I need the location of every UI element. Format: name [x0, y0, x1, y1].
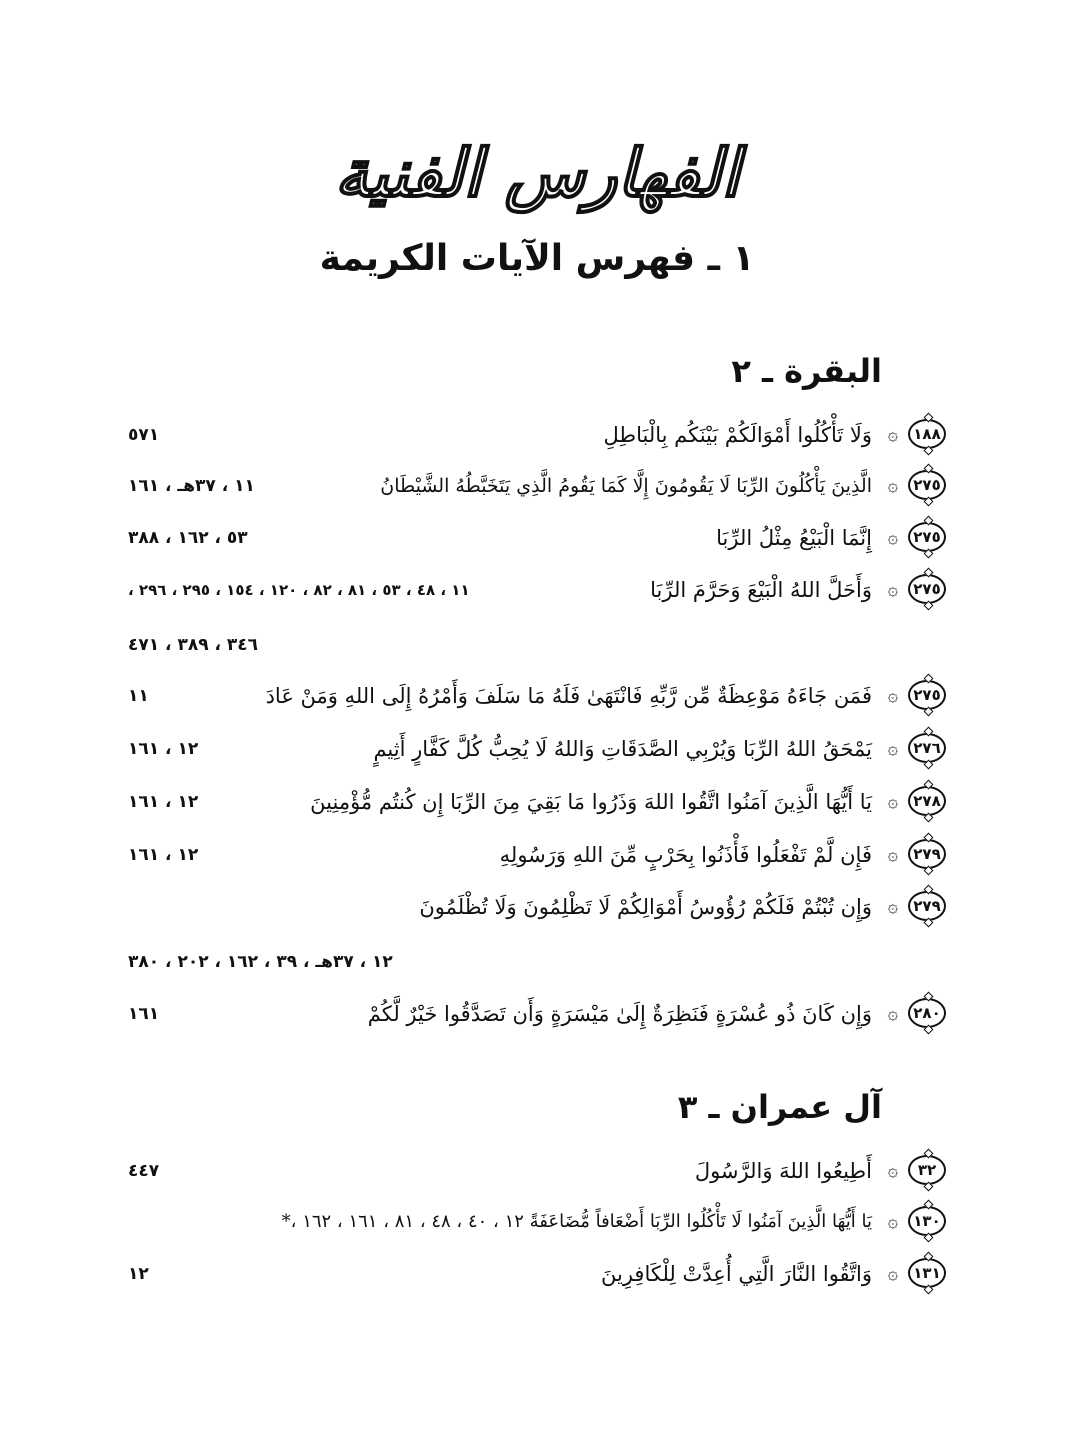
ornament-icon: ۞: [887, 791, 898, 812]
ornament-icon: ۞: [887, 1263, 898, 1284]
index-entry: [128, 1204, 946, 1244]
ayah-number-badge: ٢٧٥: [908, 574, 946, 604]
ornament-icon: ۞: [887, 1211, 898, 1232]
verse-text: فَإِن لَّمْ تَفْعَلُوا فَأْذَنُوا بِحَرْبٍ مِّنَ اللهِ وَرَسُولِهِ: [499, 843, 872, 867]
verse-text: أَطِيعُوا اللهَ وَالرَّسُولَ: [694, 1159, 872, 1183]
index-entry: [128, 837, 946, 877]
index-entry: [128, 417, 946, 457]
page-references-continued: ٣٤٦ ، ٣٨٩ ، ٤٧١: [128, 635, 259, 655]
index-entry: [128, 678, 946, 718]
verse-text: يَا أَيُّهَا الَّذِينَ آمَنُوا اتَّقُوا اللهَ وَذَرُوا مَا بَقِيَ مِنَ الرِّبَا إِن كُنتُم مُّؤْمِنِينَ: [310, 790, 872, 814]
page-references: ٤٤٧: [128, 1161, 160, 1181]
page-references: ١١: [128, 686, 149, 706]
ornament-icon: ۞: [887, 896, 898, 917]
index-entry: [128, 731, 946, 771]
page-references: ١٢ ، ١٦١: [128, 792, 199, 812]
verse-text: وَأَحَلَّ اللهُ الْبَيْعَ وَحَرَّمَ الرِّبَا: [650, 578, 872, 602]
ornament-icon: ۞: [887, 475, 898, 496]
page-references: ١٦١: [128, 1004, 160, 1024]
verse-text: وَاتَّقُوا النَّارَ الَّتِي أُعِدَّتْ لِلْكَافِرِينَ: [601, 1262, 872, 1286]
index-entry: [128, 996, 946, 1036]
ayah-number-badge: ٢٧٥: [908, 470, 946, 500]
page-references: ١١ ، ٤٨ ، ٥٣ ، ٨١ ، ٨٢ ، ١٢٠ ، ١٥٤ ، ٢٩٥ ، ٢٩٦ ،: [128, 581, 470, 599]
ayah-number-badge: ٢٧٩: [908, 839, 946, 869]
ayah-number-badge: ٢٧٨: [908, 786, 946, 816]
ornament-icon: ۞: [887, 527, 898, 548]
verse-text: الَّذِينَ يَأْكُلُونَ الرِّبَا لَا يَقُومُونَ إِلَّا كَمَا يَقُومُ الَّذِي يَتَخَبَّطُهُ الشَّيْطَانُ: [380, 475, 872, 497]
index-entry: [128, 1153, 946, 1193]
verse-text: يَا أَيُّهَا الَّذِينَ آمَنُوا لَا تَأْكُلُوا الرِّبَا أَضْعَافاً مُّضَاعَفَةً ١٢ ، ٤٠ ، ٤٨ ، ٨١ ، ١٦١ ، ١٦٢ ،*: [281, 1211, 872, 1232]
ornament-icon: ۞: [887, 1160, 898, 1181]
ayah-number-badge: ٢٧٦: [908, 733, 946, 763]
ornament-icon: ۞: [887, 579, 898, 600]
page-references: ١٢: [128, 1264, 149, 1284]
index-entry: [128, 520, 946, 560]
index-entry: [128, 572, 946, 612]
ayah-number-badge: ٢٨٠: [908, 998, 946, 1028]
page-title-calligraphy: الفهارس الفنية: [334, 134, 740, 212]
page-references: ١٢ ، ١٦١: [128, 845, 199, 865]
page-references: ٥٧١: [128, 425, 160, 445]
ayah-number-badge: ١٣١: [908, 1258, 946, 1288]
ayah-number-badge: ٣٢: [908, 1155, 946, 1185]
verse-text: يَمْحَقُ اللهُ الرِّبَا وَيُرْبِي الصَّدَقَاتِ وَاللهُ لَا يُحِبُّ كُلَّ كَفَّارٍ أَثِيمٍ: [373, 737, 872, 761]
ornament-icon: ۞: [887, 1003, 898, 1024]
ayah-number-badge: ٢٧٥: [908, 680, 946, 710]
verse-text: إِنَّمَا الْبَيْعُ مِثْلُ الرِّبَا: [716, 526, 872, 550]
ornament-icon: ۞: [887, 844, 898, 865]
ayah-number-badge: ١٨٨: [908, 419, 946, 449]
page-references: ١١ ، ٣٧هـ ، ١٦١: [128, 476, 255, 496]
page-references: ٥٣ ، ١٦٢ ، ٣٨٨: [128, 528, 248, 548]
index-entry: [128, 784, 946, 824]
page-references-continued: ١٢ ، ٣٧هـ ، ٣٩ ، ١٦٢ ، ٢٠٢ ، ٣٨٠: [128, 952, 393, 972]
ornament-icon: ۞: [887, 424, 898, 445]
page-references: ١٢ ، ١٦١: [128, 739, 199, 759]
index-entry: [128, 468, 946, 508]
verse-text: وَإِن كَانَ ذُو عُسْرَةٍ فَنَظِرَةٌ إِلَىٰ مَيْسَرَةٍ وَأَن تَصَدَّقُوا خَيْرٌ لَّكُمْ: [367, 1002, 872, 1026]
main-heading: ١ ـ فهرس الآيات الكريمة: [319, 238, 755, 279]
index-entry: [128, 1256, 946, 1296]
index-entry: [128, 889, 946, 929]
verse-text: وَإِن تُبْتُمْ فَلَكُمْ رُؤُوسُ أَمْوَالِكُمْ لَا تَظْلِمُونَ وَلَا تُظْلَمُونَ: [419, 895, 872, 919]
ayah-number-badge: ٢٧٩: [908, 891, 946, 921]
ayah-number-badge: ١٣٠: [908, 1206, 946, 1236]
ornament-icon: ۞: [887, 738, 898, 759]
surah-heading: آل عمران ـ ٣: [677, 1088, 882, 1126]
ornament-icon: ۞: [887, 685, 898, 706]
ayah-number-badge: ٢٧٥: [908, 522, 946, 552]
surah-heading: البقرة ـ ٢: [731, 352, 882, 390]
verse-text: وَلَا تَأْكُلُوا أَمْوَالَكُمْ بَيْنَكُم بِالْبَاطِلِ: [603, 423, 872, 447]
verse-text: فَمَن جَاءَهُ مَوْعِظَةٌ مِّن رَّبِّهِ فَانْتَهَىٰ فَلَهُ مَا سَلَفَ وَأَمْرُهُ إِلَى اللهِ وَمَنْ عَادَ: [265, 684, 872, 708]
